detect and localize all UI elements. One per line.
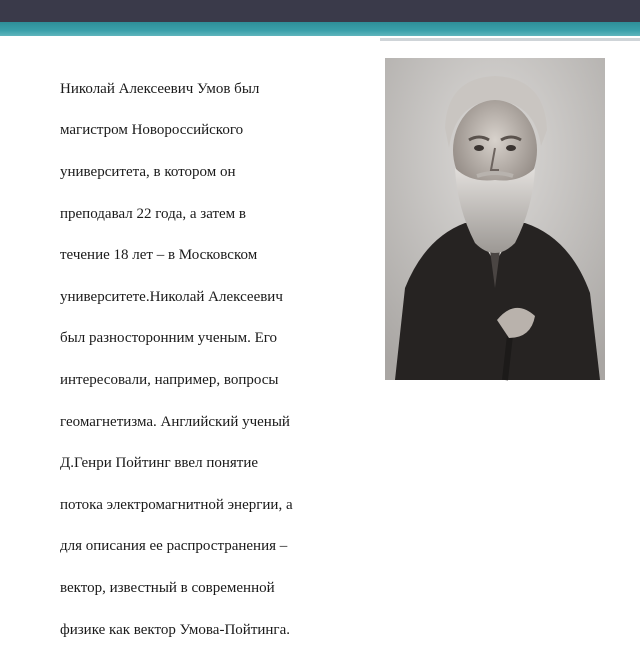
header-thin-line: [380, 38, 640, 41]
text-line: для описания ее распространения –: [60, 538, 288, 555]
text-line: течение 18 лет – в Московском: [60, 247, 258, 264]
text-line: геомагнетизма. Английский ученый: [60, 413, 290, 430]
text-line: физике как вектор Умова-Пойтинга.: [60, 621, 290, 638]
text-line: был разносторонним ученым. Его: [60, 330, 278, 347]
header-dark-bar: [0, 0, 640, 22]
text-line: интересовали, например, вопросы: [60, 371, 279, 388]
text-line: вектор, известный в современной: [60, 579, 275, 596]
text-line: потока электромагнитной энергии, а: [60, 496, 293, 513]
text-line: преподавал 22 года, а затем в: [60, 205, 247, 222]
text-line: магистром Новороссийского: [60, 122, 244, 139]
text-line: Николай Алексеевич Умов был: [60, 80, 260, 97]
text-line: Д.Генри Пойтинг ввел понятие: [60, 455, 259, 472]
header-teal-band: [0, 22, 640, 36]
text-line: университете.Николай Алексеевич: [60, 288, 283, 305]
text-line: университета, в котором он: [60, 163, 236, 180]
portrait-photo: [385, 58, 605, 380]
body-text: [60, 58, 350, 661]
